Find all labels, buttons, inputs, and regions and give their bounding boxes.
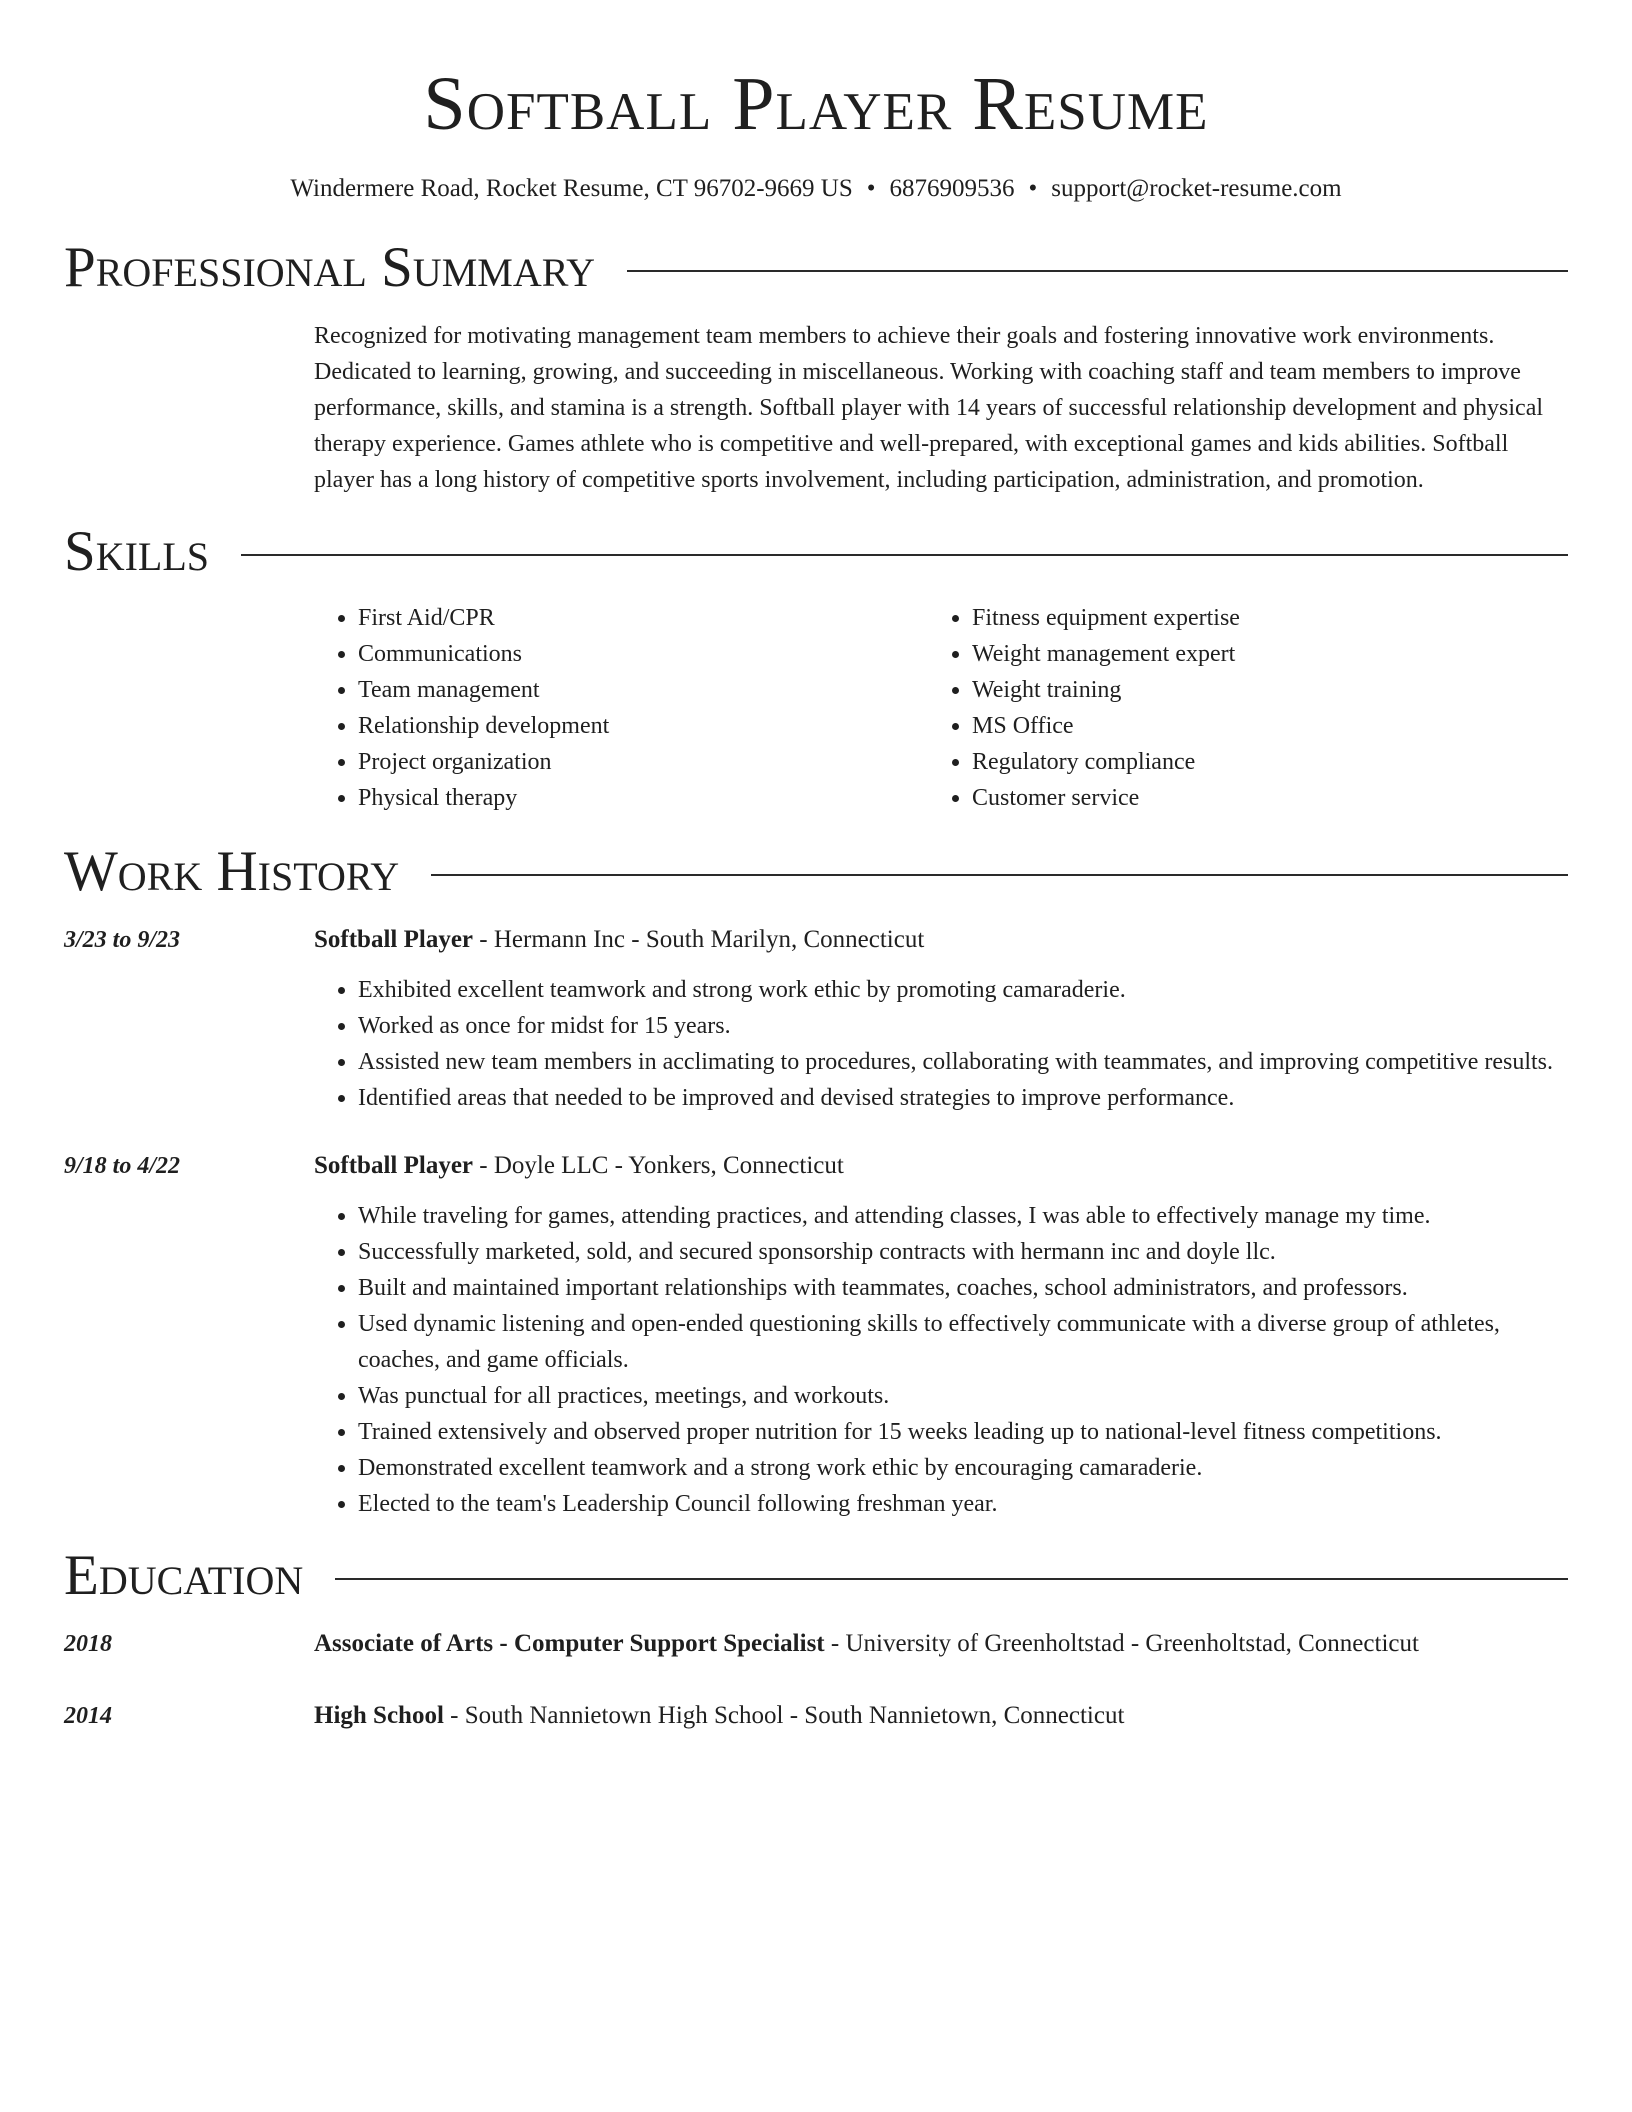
job-bullets xyxy=(314,972,1568,1116)
education-line xyxy=(314,1698,1568,1734)
job-bullet: • Identified areas that needed to be improved and devised strategies to improve performance. xyxy=(358,1080,1568,1116)
education-school: - University of Greenholtstad - Greenholtstad, Connecticut xyxy=(824,1630,1419,1657)
job-bullet: • Trained extensively and observed proper nutrition for 15 weeks leading up to national-level fitness competitions. xyxy=(358,1414,1568,1450)
education-line xyxy=(314,1626,1568,1662)
contact-line xyxy=(64,172,1568,206)
education-year: 2018 xyxy=(64,1631,112,1657)
job-bullet: • Was punctual for all practices, meetings, and workouts. xyxy=(358,1378,1568,1414)
skill-item: • Physical therapy xyxy=(358,780,928,816)
address: Windermere Road, Rocket Resume, CT 96702-9669 US xyxy=(290,175,853,202)
job-title: Softball Player xyxy=(314,1152,474,1179)
skill-item: • Customer service xyxy=(972,780,1240,816)
work-section-header xyxy=(64,840,1568,904)
education-degree: High School xyxy=(314,1702,444,1729)
job-bullet: • Demonstrated excellent teamwork and a strong work ethic by encouraging camaraderie. xyxy=(358,1450,1568,1486)
job-bullet: • Built and maintained important relationships with teammates, coaches, school administrators, and professors. xyxy=(358,1270,1568,1306)
job-body xyxy=(314,922,1568,1116)
skill-item: • Relationship development xyxy=(358,708,928,744)
job-bullet: • Successfully marketed, sold, and secured sponsorship contracts with hermann inc and doyle llc. xyxy=(358,1234,1568,1270)
phone: 6876909536 xyxy=(889,175,1015,202)
education-year: 2014 xyxy=(64,1703,112,1729)
skills-list xyxy=(314,600,1568,816)
job-body xyxy=(314,1148,1568,1522)
section-divider xyxy=(335,1578,1568,1580)
summary-text: Recognized for motivating management team members to achieve their goals and fostering innovative work environments. Dedicated to learning, growing, and succeeding in miscellaneous. Working with coaching staff and team members to improve performance, skills, and stamina is a strength. Softball player with 14 years of successful relationship development and physical therapy experience. Games athlete who is competitive and well-prepared, with exceptional games and kids abilities. Softball player has a long history of competitive sports involvement, including participation, administration, and promotion. xyxy=(314,323,1544,493)
job-bullet: • Exhibited excellent teamwork and strong work ethic by promoting camaraderie. xyxy=(358,972,1568,1008)
skill-item: • Team management xyxy=(358,672,928,708)
separator-dot: • xyxy=(1028,175,1038,202)
section-divider xyxy=(431,874,1568,876)
job-employer: - Hermann Inc - South Marilyn, Connecticut xyxy=(473,926,925,953)
skill-item: • Weight management expert xyxy=(972,636,1240,672)
email: support@rocket-resume.com xyxy=(1051,175,1342,202)
skills-column-1 xyxy=(314,600,928,816)
section-divider xyxy=(241,554,1568,556)
summary-section-header xyxy=(64,236,1568,300)
resume-title: Softball Player Resume xyxy=(423,62,1209,146)
job-bullets xyxy=(314,1198,1568,1522)
job-bullet: • Elected to the team's Leadership Council following freshman year. xyxy=(358,1486,1568,1522)
job-dates: 9/18 to 4/22 xyxy=(64,1153,181,1179)
work-heading: Work History xyxy=(64,840,400,903)
skill-item: • First Aid/CPR xyxy=(358,600,928,636)
job-title: Softball Player xyxy=(314,926,474,953)
education-heading: Education xyxy=(64,1544,304,1607)
job-dates: 3/23 to 9/23 xyxy=(64,927,181,953)
skill-item: • Regulatory compliance xyxy=(972,744,1240,780)
job-bullet: • Worked as once for midst for 15 years. xyxy=(358,1008,1568,1044)
education-school: - South Nannietown High School - South Nannietown, Connecticut xyxy=(443,1702,1125,1729)
job-bullet: • Used dynamic listening and open-ended questioning skills to effectively communicate with a diverse group of athletes, coaches, and game officials. xyxy=(358,1306,1568,1378)
job-employer: - Doyle LLC - Yonkers, Connecticut xyxy=(473,1152,844,1179)
summary-heading: Professional Summary xyxy=(64,236,596,299)
job-bullet: • While traveling for games, attending practices, and attending classes, I was able to effectively manage my time. xyxy=(358,1198,1568,1234)
education-entry xyxy=(64,1626,1568,1662)
job-entry xyxy=(64,1148,1568,1522)
job-entry xyxy=(64,922,1568,1116)
skills-section-header xyxy=(64,520,1568,584)
skill-item: • Project organization xyxy=(358,744,928,780)
separator-dot: • xyxy=(866,175,876,202)
skills-heading: Skills xyxy=(64,520,210,583)
job-bullet: • Assisted new team members in acclimating to procedures, collaborating with teammates, and improving competitive results. xyxy=(358,1044,1568,1080)
skill-item: • Communications xyxy=(358,636,928,672)
education-entry xyxy=(64,1698,1568,1734)
section-divider xyxy=(627,270,1568,272)
education-section-header xyxy=(64,1544,1568,1608)
job-title-line xyxy=(314,922,1568,958)
skill-item: • MS Office xyxy=(972,708,1240,744)
education-degree: Associate of Arts - Computer Support Specialist xyxy=(314,1630,825,1657)
skill-item: • Fitness equipment expertise xyxy=(972,600,1240,636)
job-title-line xyxy=(314,1148,1568,1184)
skill-item: • Weight training xyxy=(972,672,1240,708)
skills-column-2 xyxy=(928,600,1240,816)
